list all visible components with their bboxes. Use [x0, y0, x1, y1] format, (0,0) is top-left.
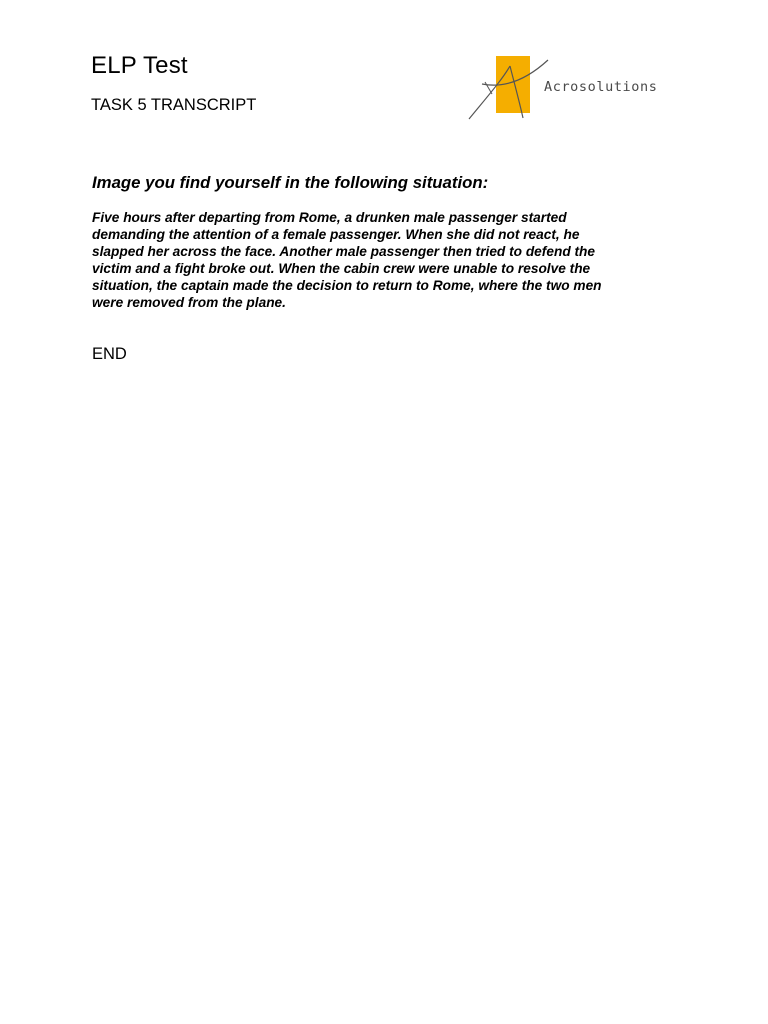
paragraph-line: situation, the captain made the decision to return to Rome, where the two men: [92, 278, 602, 293]
paragraph-line: Five hours after departing from Rome, a drunken male passenger started: [92, 210, 567, 225]
paragraph-line: demanding the attention of a female passenger. When she did not react, he: [92, 227, 580, 242]
document-title: ELP Test: [91, 52, 188, 79]
logo-brand-name: Acrosolutions: [544, 79, 658, 95]
aircraft-a-logo-icon: [462, 52, 552, 124]
situation-paragraph: [92, 209, 692, 311]
acrosolutions-logo: [462, 52, 682, 124]
paragraph-line: victim and a fight broke out. When the cabin crew were unable to resolve the: [92, 261, 591, 276]
paragraph-line: were removed from the plane.: [92, 295, 286, 310]
paragraph-line: slapped her across the face. Another male passenger then tried to defend the: [92, 244, 596, 259]
document-subtitle: TASK 5 TRANSCRIPT: [91, 96, 257, 114]
situation-heading: Image you find yourself in the following situation:: [92, 173, 489, 192]
end-marker: END: [92, 345, 127, 363]
